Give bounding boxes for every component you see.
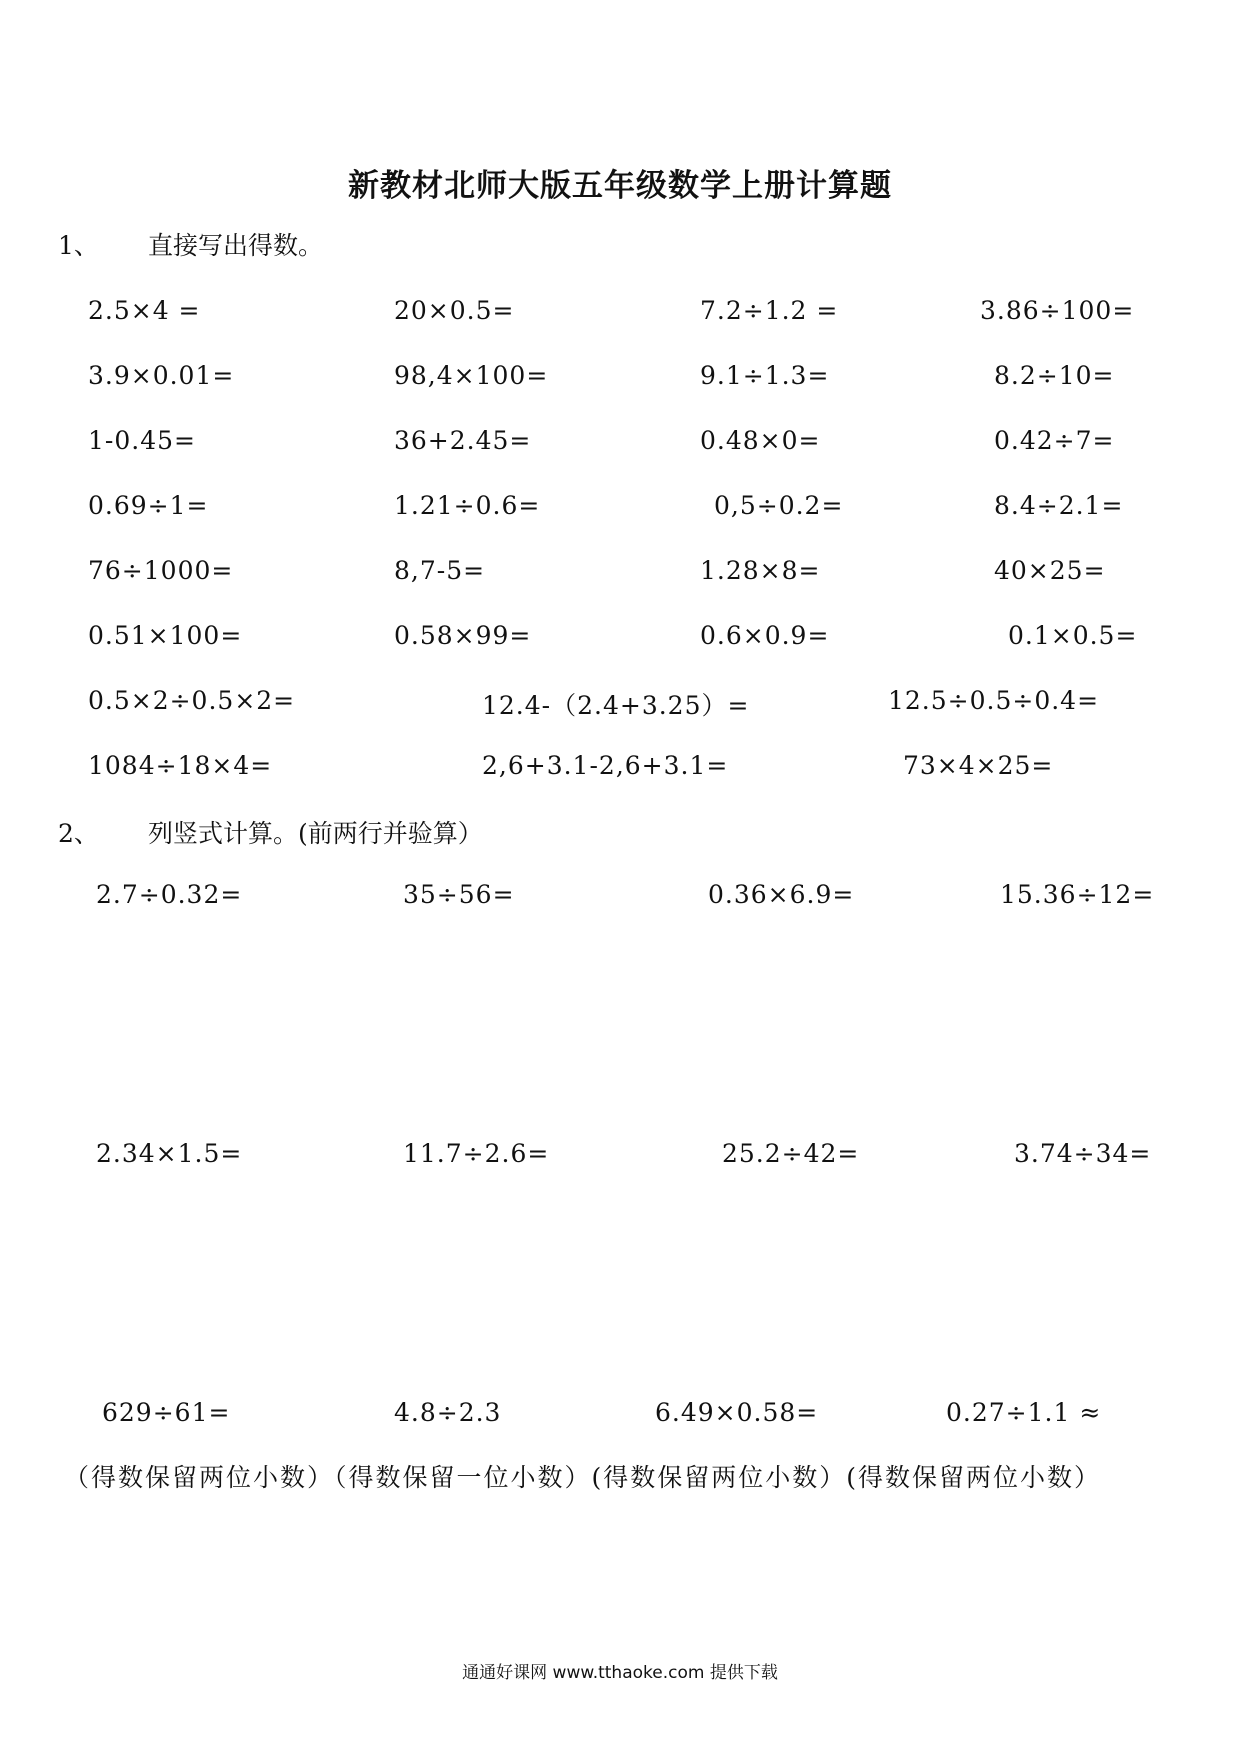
problem: 11.7÷2.6= — [403, 1139, 550, 1168]
problem: 35÷56= — [403, 880, 515, 909]
oral-row-2 — [0, 361, 1240, 401]
section-2-number: 2、 — [58, 819, 99, 848]
rounding-notes: （得数保留两位小数）（得数保留一位小数）(得数保留两位小数）(得数保留两位小数） — [64, 1463, 1102, 1492]
problem: 1-0.45= — [88, 426, 196, 455]
section-2-heading — [58, 814, 483, 850]
problem: 9.1÷1.3= — [700, 361, 830, 390]
problem: 2.7÷0.32= — [96, 880, 243, 909]
problem: 8,7-5= — [394, 556, 486, 585]
vertical-row-1 — [0, 880, 1240, 920]
problem: 0.48×0= — [700, 426, 821, 455]
problem: 0.27÷1.1 ≈ — [946, 1398, 1102, 1427]
problem: 98,4×100= — [394, 361, 549, 390]
oral-row-7 — [0, 686, 1240, 726]
problem: 0.42÷7= — [994, 426, 1115, 455]
problem: 3.74÷34= — [1014, 1139, 1152, 1168]
section-1-heading — [58, 226, 323, 262]
problem: 0.51×100= — [88, 621, 243, 650]
problem: 20×0.5= — [394, 296, 515, 325]
problem: 2.5×4 = — [88, 296, 201, 325]
section-2-title: 列竖式计算。(前两行并验算） — [148, 819, 483, 848]
problem: 12.4-（2.4+3.25）= — [482, 691, 750, 720]
problem: 0.58×99= — [394, 621, 532, 650]
oral-row-8 — [0, 751, 1240, 791]
problem: 0.5×2÷0.5×2= — [88, 686, 296, 715]
footer-credit: 通通好课网 www.tthaoke.com 提供下载 — [462, 1663, 778, 1683]
vertical-row-2 — [0, 1139, 1240, 1179]
oral-row-4 — [0, 491, 1240, 531]
problem: 0.6×0.9= — [700, 621, 830, 650]
problem: 25.2÷42= — [722, 1139, 860, 1168]
problem: 629÷61= — [102, 1398, 231, 1427]
problem: 0,5÷0.2= — [714, 491, 844, 520]
problem: 4.8÷2.3 — [394, 1398, 502, 1427]
oral-row-5 — [0, 556, 1240, 596]
problem: 0.36×6.9= — [708, 880, 855, 909]
oral-row-3 — [0, 426, 1240, 466]
problem: 2.34×1.5= — [96, 1139, 243, 1168]
problem: 1084÷18×4= — [88, 751, 273, 780]
problem: 7.2÷1.2 = — [700, 296, 839, 325]
vertical-row-3 — [0, 1398, 1240, 1438]
problem: 1.21÷0.6= — [394, 491, 541, 520]
problem: 73×4×25= — [903, 751, 1054, 780]
problem: 40×25= — [994, 556, 1106, 585]
problem: 15.36÷12= — [1000, 880, 1155, 909]
problem: 2,6+3.1-2,6+3.1= — [482, 751, 729, 780]
oral-row-1 — [0, 296, 1240, 336]
problem: 12.5÷0.5÷0.4= — [888, 686, 1100, 715]
problem: 3.86÷100= — [980, 296, 1135, 325]
problem: 3.9×0.01= — [88, 361, 235, 390]
problem: 0.69÷1= — [88, 491, 209, 520]
problem: 76÷1000= — [88, 556, 234, 585]
problem: 6.49×0.58= — [655, 1398, 819, 1427]
oral-row-6 — [0, 621, 1240, 661]
problem: 36+2.45= — [394, 426, 532, 455]
problem: 1.28×8= — [700, 556, 821, 585]
section-1-title: 直接写出得数。 — [148, 231, 324, 260]
section-1-number: 1、 — [58, 231, 99, 260]
page-title: 新教材北师大版五年级数学上册计算题 — [348, 168, 892, 204]
problem: 0.1×0.5= — [1008, 621, 1138, 650]
problem: 8.2÷10= — [994, 361, 1115, 390]
problem: 8.4÷2.1= — [994, 491, 1124, 520]
